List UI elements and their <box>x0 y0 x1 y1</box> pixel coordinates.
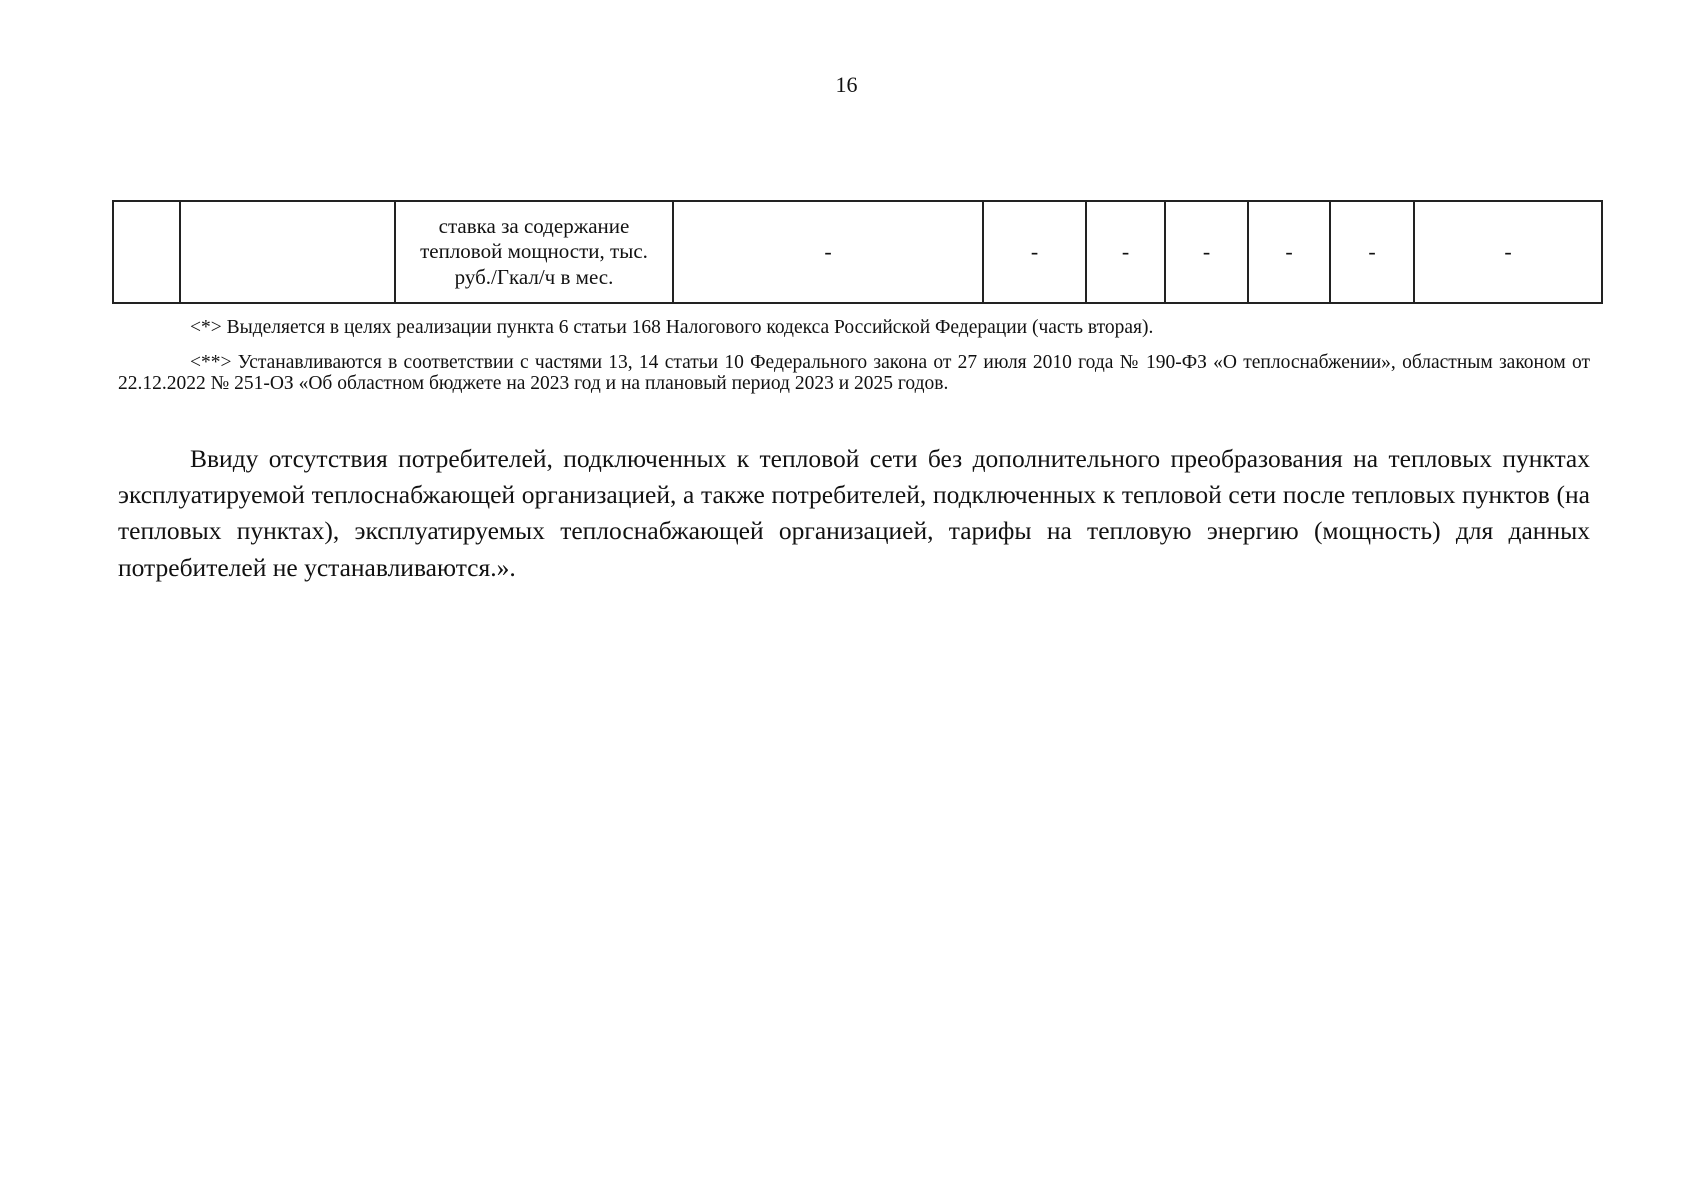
footnote-vat: <*> Выделяется в целях реализации пункта 6 статьи 168 Налогового кодекса Российской Федерации (часть вторая). <box>190 317 1154 338</box>
footnote-law: <**> Устанавливаются в соответствии с частями 13, 14 статьи 10 Федерального закона от 27 июля 2010 года № 190-ФЗ «О теплоснабжении», областным законом от 22.12.2022 № 251-ОЗ «Об областном бюджете на 2023 год и на плановый период 2023 и 2025 годов. <box>118 352 1590 394</box>
table-row <box>113 201 1602 303</box>
tariff-table <box>112 200 1603 304</box>
table-cell-value: - <box>983 201 1086 303</box>
table-cell-value: - <box>1414 201 1602 303</box>
table-cell-value: - <box>1086 201 1165 303</box>
page-number: 16 <box>835 72 858 97</box>
table-cell-value: - <box>1330 201 1414 303</box>
table-cell-value: - <box>1248 201 1330 303</box>
table-cell-number <box>113 201 180 303</box>
table-cell-value: - <box>1165 201 1248 303</box>
table-cell-rate-label: ставка за содержание тепловой мощности, тыс. руб./Гкал/ч в мес. <box>395 201 673 303</box>
main-paragraph: Ввиду отсутствия потребителей, подключенных к тепловой сети без дополнительного преобразования на тепловых пунктах эксплуатируемой теплоснабжающей организацией, а также потребителей, подключенных к тепловой сети после тепловых пунктов (на тепловых пунктах), эксплуатируемых теплоснабжающей организацией, тарифы на тепловую энергию (мощность) для данных потребителей не устанавливаются.». <box>118 444 1590 582</box>
table-cell-name <box>180 201 395 303</box>
table-cell-value: - <box>673 201 983 303</box>
